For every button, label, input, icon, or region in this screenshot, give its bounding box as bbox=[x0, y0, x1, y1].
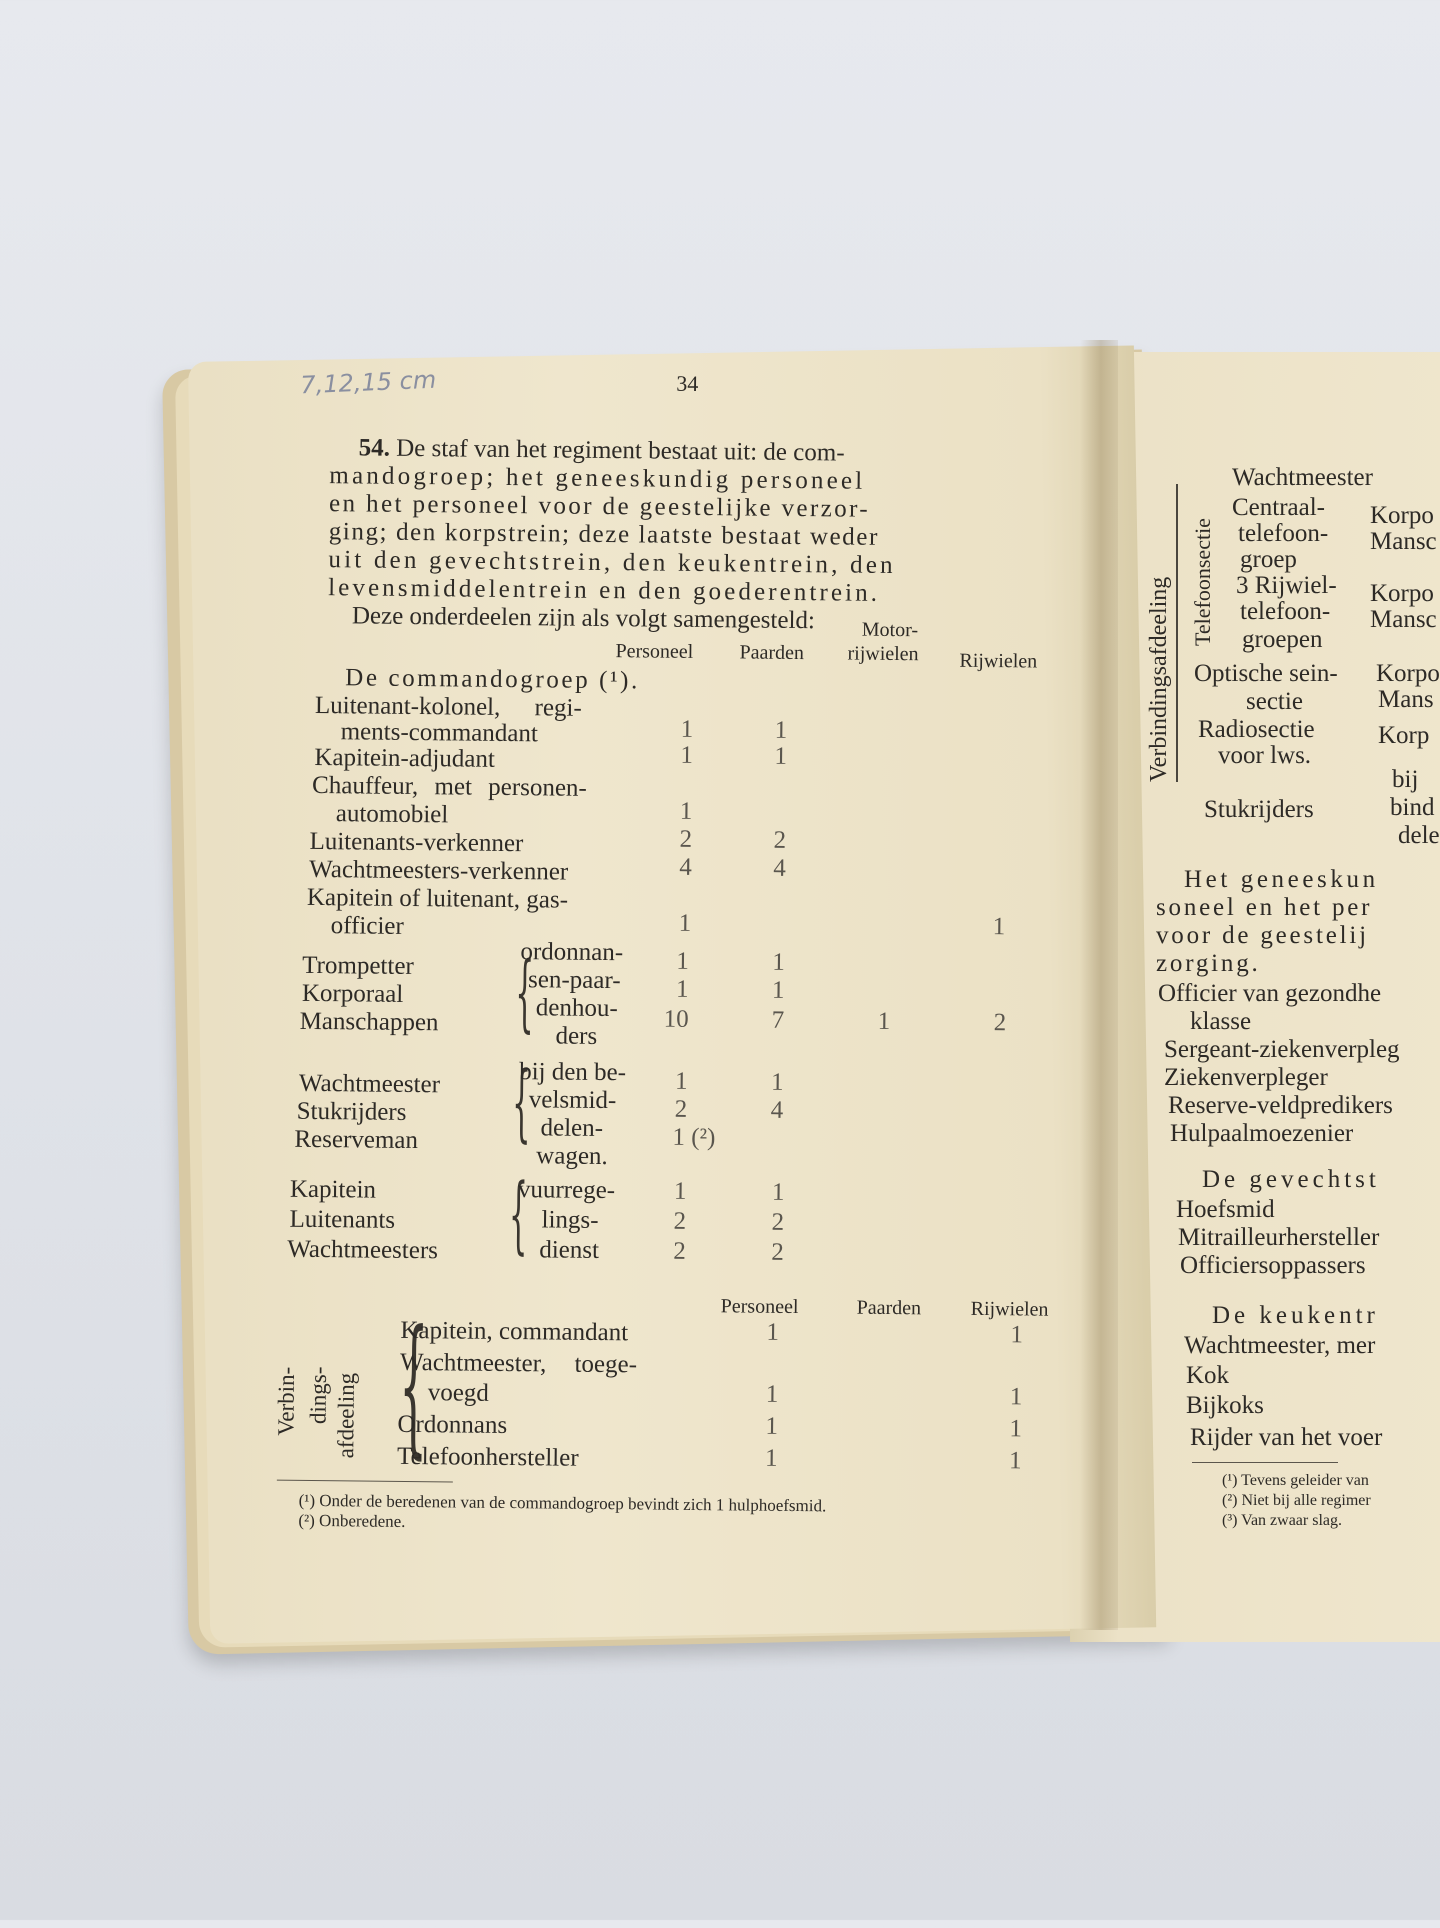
cell-paarden: 4 bbox=[773, 854, 786, 882]
right-list2-item: Mitrailleurhersteller bbox=[1178, 1224, 1380, 1251]
cell-rijwielen: 2 bbox=[993, 1009, 1007, 1037]
right-item: Radiosectie bbox=[1198, 716, 1315, 743]
cell-personeel: 2 bbox=[673, 1207, 687, 1235]
footnote: (¹) Onder de beredenen van de commandogroep bevindt zich 1 hulphoefsmid. bbox=[298, 1490, 827, 1516]
right-item: telefoon- bbox=[1240, 598, 1331, 625]
right-item: sectie bbox=[1246, 688, 1303, 715]
row-label: Kapitein-adjudant bbox=[314, 743, 496, 773]
cell-personeel: 1 bbox=[673, 1177, 687, 1205]
group-a-desc: ders bbox=[555, 1022, 598, 1050]
row-label: Luitenant-kolonel, regi- bbox=[314, 691, 582, 722]
right-list3-item: Kok bbox=[1186, 1362, 1230, 1389]
right-col-item: dele bbox=[1398, 822, 1440, 849]
header-rijwielen: Rijwielen bbox=[959, 649, 1038, 673]
group-b-name: Reserveman bbox=[294, 1125, 419, 1155]
right-col-item: bind bbox=[1390, 794, 1435, 821]
row-label: Chauffeur, met personen- bbox=[311, 771, 587, 802]
t2-cell-personeel: 1 bbox=[764, 1444, 778, 1472]
right-item: Wachtmeester bbox=[1232, 464, 1373, 491]
right-item: voor lws. bbox=[1218, 742, 1312, 769]
t2-row-label: Telefoonhersteller bbox=[396, 1442, 579, 1472]
right-item: Centraal- bbox=[1232, 494, 1326, 521]
right-item: telefoon- bbox=[1238, 520, 1329, 547]
right-list1-item: Ziekenverpleger bbox=[1164, 1064, 1328, 1091]
right-col-item: Mansc bbox=[1370, 606, 1437, 633]
cell-personeel: 10 bbox=[663, 1005, 689, 1033]
right-list1-item: klasse bbox=[1190, 1008, 1252, 1035]
right-para-line: soneel en het per bbox=[1156, 894, 1373, 921]
right-list3-item: Bijkoks bbox=[1186, 1392, 1264, 1419]
header-paarden: Paarden bbox=[739, 641, 805, 665]
right-col-item: Mansc bbox=[1370, 528, 1437, 555]
group-b-name: Wachtmeester bbox=[298, 1069, 441, 1099]
group-c-name: Wachtmeesters bbox=[287, 1235, 439, 1265]
t2-row-label: Ordonnans bbox=[397, 1410, 508, 1440]
t2-header-rijwielen: Rijwielen bbox=[970, 1297, 1049, 1321]
right-item: 3 Rijwiel- bbox=[1236, 572, 1337, 599]
right-col-item: Korpo bbox=[1376, 660, 1440, 687]
brace-icon: { bbox=[511, 1053, 532, 1152]
group-c-name: Kapitein bbox=[289, 1175, 377, 1204]
cell-paarden: 1 bbox=[770, 1068, 784, 1096]
brace-icon: { bbox=[398, 1298, 429, 1474]
cell-personeel: 1 bbox=[674, 1067, 688, 1095]
brace-icon: { bbox=[514, 943, 535, 1042]
row-label: Wachtmeesters-verkenner bbox=[309, 855, 569, 886]
cell-personeel: 2 bbox=[674, 1095, 688, 1123]
right-para-line: zorging. bbox=[1156, 950, 1261, 977]
right-heading: De gevechtst bbox=[1202, 1166, 1380, 1193]
row-label: automobiel bbox=[335, 800, 449, 829]
group-a-name: Trompetter bbox=[302, 951, 414, 981]
right-list3-item: Rijder van het voer bbox=[1190, 1424, 1383, 1451]
t2-cell-rijwielen: 1 bbox=[1010, 1321, 1024, 1349]
right-list1-item: Hulpaalmoezenier bbox=[1170, 1120, 1354, 1147]
right-list1-item: Officier van gezondhe bbox=[1158, 980, 1382, 1007]
cell-personeel: 2 bbox=[679, 825, 693, 853]
t2-row-label: voegd bbox=[427, 1379, 490, 1407]
cell-paarden: 1 bbox=[771, 1178, 785, 1206]
paragraph-line-2: mandogroep; het geneeskundig personeel bbox=[329, 462, 866, 495]
cell-paarden: 1 bbox=[772, 948, 785, 976]
t2-cell-rijwielen: 1 bbox=[1009, 1383, 1023, 1411]
group-a-name: Manschappen bbox=[299, 1007, 439, 1037]
header-personeel: Personeel bbox=[615, 640, 694, 663]
right-footnote: (³) Van zwaar slag. bbox=[1222, 1512, 1343, 1529]
group-c-desc: lings- bbox=[541, 1206, 599, 1234]
right-item: Optische sein- bbox=[1194, 660, 1338, 687]
right-vertical-rule bbox=[1176, 484, 1178, 782]
group-c-name: Luitenants bbox=[289, 1205, 396, 1234]
group-a-name: Korporaal bbox=[301, 979, 404, 1008]
right-col-item: Korp bbox=[1378, 722, 1430, 749]
paragraph-line-1: 54. De staf van het regiment bestaat uit: de com- bbox=[358, 434, 845, 467]
t2-header-paarden: Paarden bbox=[856, 1296, 922, 1320]
cell-paarden: 7 bbox=[771, 1006, 785, 1034]
right-item: groepen bbox=[1242, 626, 1323, 653]
group-title: De commandogroep (¹). bbox=[345, 664, 641, 695]
footnote: (²) Onberedene. bbox=[298, 1510, 406, 1531]
cell-paarden: 1 bbox=[774, 742, 788, 770]
right-para-line: Het geneeskun bbox=[1184, 866, 1379, 893]
t2-cell-personeel: 1 bbox=[766, 1318, 780, 1346]
t2-cell-personeel: 1 bbox=[765, 1380, 779, 1408]
header-motor-1: Motor- bbox=[861, 618, 919, 642]
paragraph-number: 54. bbox=[358, 434, 391, 462]
side-label: Verbin- bbox=[273, 1366, 300, 1436]
right-heading: De keukentr bbox=[1212, 1302, 1379, 1329]
right-list1-item: Reserve-veldpredikers bbox=[1168, 1092, 1393, 1119]
cell-personeel: 1 bbox=[676, 947, 689, 975]
right-para-line: voor de geestelij bbox=[1156, 922, 1369, 949]
right-vert-inner: Telefoonsectie bbox=[1190, 518, 1215, 646]
group-b-desc: velsmid- bbox=[528, 1086, 617, 1115]
cell-personeel: 4 bbox=[679, 853, 692, 881]
group-a-desc: ordonnan- bbox=[520, 938, 624, 967]
paragraph-line-6: levensmiddelentrein en den goederentrein. bbox=[328, 574, 881, 607]
brace-icon: { bbox=[508, 1165, 529, 1264]
paragraph-line-3: en het personeel voor de geestelijke verzor- bbox=[328, 490, 871, 523]
t2-row-label: Kapitein, commandant bbox=[400, 1316, 629, 1347]
group-c-desc: dienst bbox=[539, 1236, 600, 1264]
cell-paarden: 1 bbox=[774, 716, 788, 744]
right-col-item: bij bbox=[1392, 766, 1419, 793]
right-footnote: (¹) Tevens geleider van bbox=[1222, 1472, 1369, 1489]
row-label: Kapitein of luitenant, gas- bbox=[306, 883, 569, 914]
row-label: ments-commandant bbox=[340, 718, 538, 748]
cell-personeel: 1 bbox=[680, 715, 694, 743]
right-footnote: (²) Niet bij alle regimer bbox=[1222, 1492, 1371, 1509]
group-b-name: Stukrijders bbox=[296, 1097, 407, 1126]
group-c-desc: vuurrege- bbox=[517, 1176, 616, 1205]
t2-header-personeel: Personeel bbox=[720, 1295, 799, 1319]
side-label: dings- bbox=[305, 1366, 332, 1425]
cell-paarden: 2 bbox=[773, 826, 787, 854]
right-list2-item: Hoefsmid bbox=[1176, 1196, 1275, 1223]
cell-motor: 1 bbox=[877, 1007, 891, 1036]
cell-paarden: 2 bbox=[771, 1208, 785, 1236]
right-item: groep bbox=[1240, 546, 1297, 573]
right-col-item: Korpo bbox=[1370, 580, 1434, 607]
t2-cell-personeel: 1 bbox=[765, 1412, 779, 1440]
right-col-item: Mans bbox=[1378, 686, 1434, 713]
side-label: afdeeling bbox=[333, 1372, 359, 1459]
right-col-item: Korpo bbox=[1370, 502, 1434, 529]
row-label: Luitenants-verkenner bbox=[309, 827, 524, 858]
paragraph-line-7: Deze onderdeelen zijn als volgt samengesteld: bbox=[351, 602, 816, 635]
cell-paarden: 4 bbox=[770, 1096, 784, 1124]
right-list1-item: Sergeant-ziekenverpleg bbox=[1164, 1036, 1400, 1063]
header-motor-2: rijwielen bbox=[847, 642, 919, 666]
cell-personeel: 1 bbox=[680, 741, 694, 769]
cell-paarden: 2 bbox=[771, 1238, 784, 1266]
right-vert-outer: Verbindingsafdeeling bbox=[1146, 576, 1172, 782]
right-footnote-rule bbox=[1192, 1462, 1338, 1463]
group-b-desc: wagen. bbox=[536, 1142, 608, 1171]
group-b-desc: bij den be- bbox=[519, 1058, 627, 1087]
page-number: 34 bbox=[676, 370, 699, 396]
t2-cell-rijwielen: 1 bbox=[1009, 1415, 1023, 1443]
handwritten-note: 7,12,15 cm bbox=[299, 365, 437, 400]
cell-paarden: 1 bbox=[771, 976, 785, 1004]
cell-personeel: 1 bbox=[675, 975, 689, 1003]
cell-rijwielen: 1 bbox=[992, 913, 1006, 941]
group-b-desc: delen- bbox=[540, 1114, 604, 1143]
group-a-desc: sen-paar- bbox=[527, 966, 621, 995]
group-a-desc: denhou- bbox=[535, 994, 618, 1023]
t2-cell-rijwielen: 1 bbox=[1008, 1447, 1022, 1475]
right-list3-item: Wachtmeester, mer bbox=[1184, 1332, 1376, 1359]
right-list2-item: Officiersoppassers bbox=[1180, 1252, 1366, 1279]
row-label: officier bbox=[330, 912, 404, 940]
t2-row-label: Wachtmeester, toege- bbox=[399, 1348, 638, 1379]
cell-personeel: 1 bbox=[679, 797, 693, 825]
right-item: Stukrijders bbox=[1204, 796, 1314, 823]
paragraph-line-4: ging; den korpstrein; deze laatste bestaat weder bbox=[328, 518, 880, 551]
paragraph-line-5: uit den gevechtstrein, den keukentrein, den bbox=[328, 546, 896, 580]
cell-personeel: 1 bbox=[678, 909, 692, 937]
cell-personeel: 2 bbox=[673, 1237, 686, 1265]
cell-personeel: 1 (²) bbox=[672, 1123, 716, 1152]
